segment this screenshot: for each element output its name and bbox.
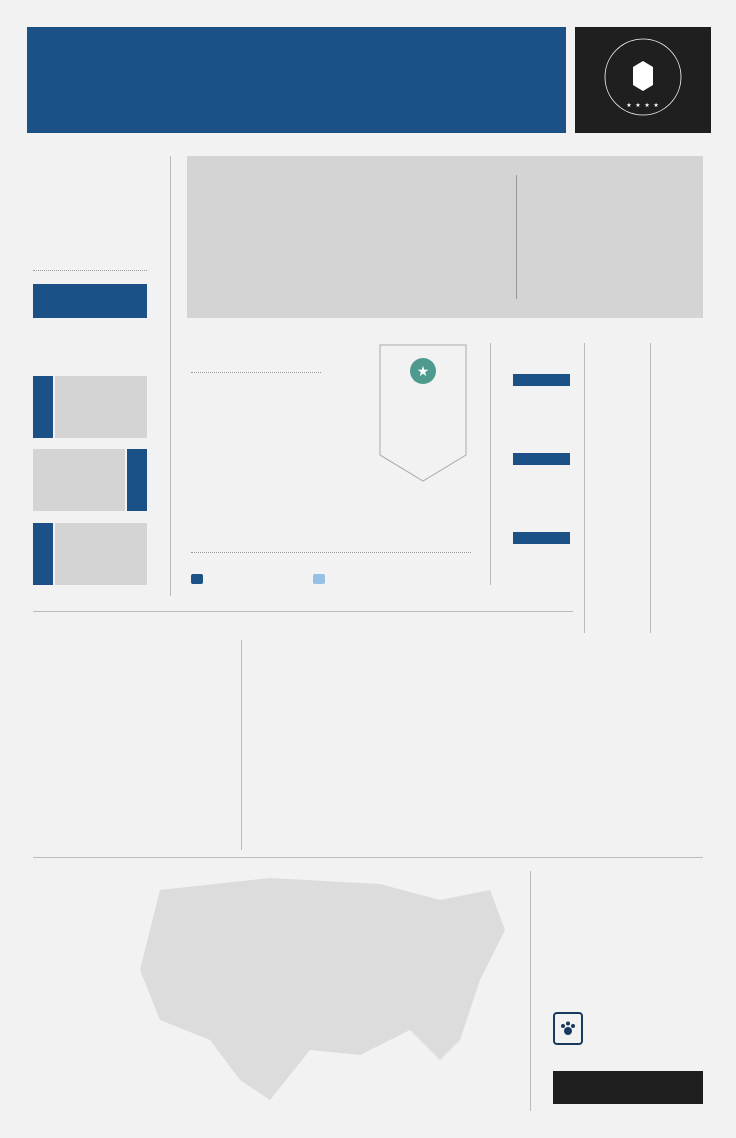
longest-box	[55, 376, 147, 438]
average-box	[33, 449, 125, 511]
military-badge	[378, 343, 468, 483]
shortest-box	[55, 523, 147, 585]
shortest-label	[33, 523, 53, 585]
month-chart	[255, 660, 710, 850]
k9-logo-icon	[553, 1012, 583, 1045]
us-map-watermark	[120, 870, 515, 1120]
average-age-label	[513, 453, 570, 465]
data-date-note	[553, 1071, 703, 1104]
multiple-lodds-badge	[33, 284, 147, 318]
svg-text:★: ★	[416, 364, 430, 380]
female-legend-icon	[313, 574, 325, 584]
header-banner	[27, 27, 566, 133]
oldest-label	[513, 374, 570, 386]
odmp-logo	[575, 27, 711, 133]
svg-text:★ ★ ★ ★: ★ ★ ★ ★	[626, 103, 660, 109]
male-legend-icon	[191, 574, 203, 584]
average-label	[127, 449, 147, 511]
youngest-label	[513, 532, 570, 544]
longest-label	[33, 376, 53, 438]
day-chart	[28, 660, 238, 860]
